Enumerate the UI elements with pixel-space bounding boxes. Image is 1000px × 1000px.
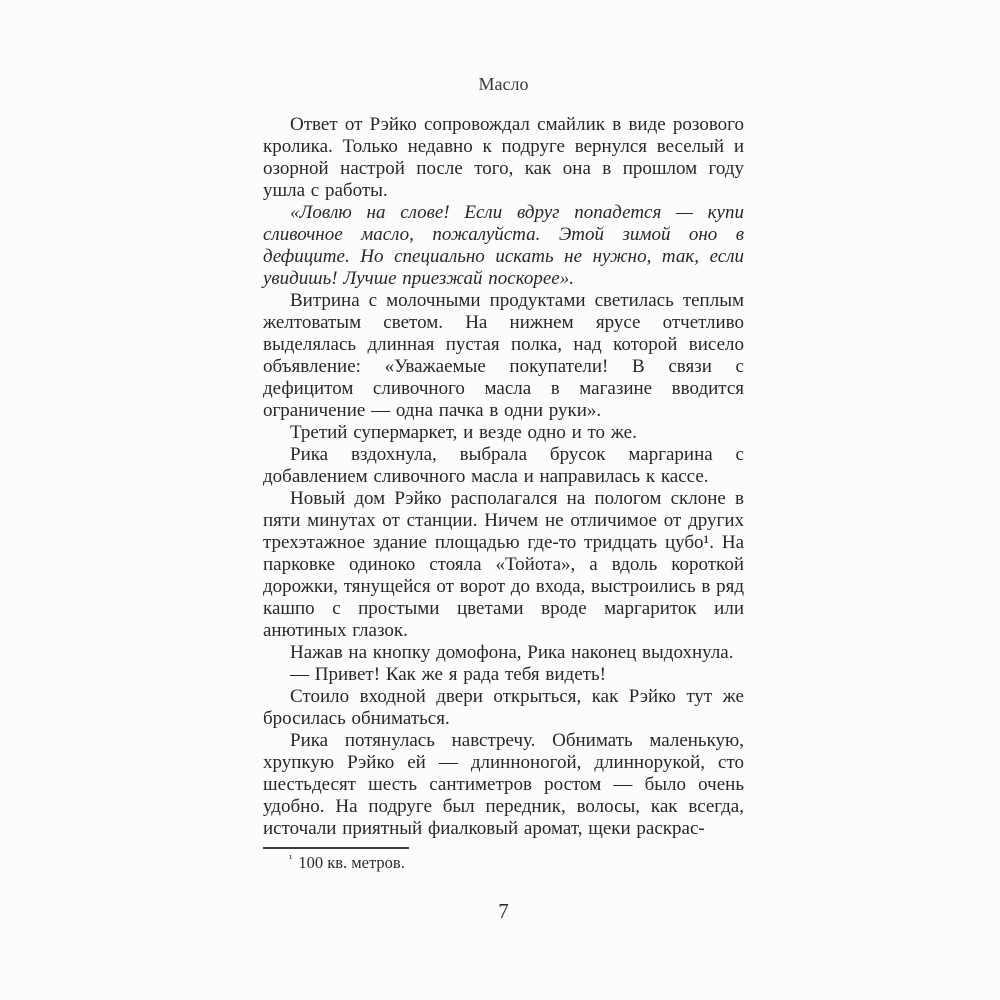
paragraph-quote: «Ловлю на слове! Если вдруг попадется — купи сливочное масло, пожалуйста. Этой зимой оно в дефиците. Но специально искать не нужно, так, если увидишь! Лучше приезжай поскорее». [263,202,744,289]
footnote-marker: ¹ [289,852,293,865]
running-title: Масло [478,74,529,94]
page-number: 7 [498,899,509,923]
body-text [263,114,744,840]
paragraph: Ответ от Рэйко сопровождал смайлик в виде розового кролика. Только недавно к подруге вернулся веселый и озорной настрой после того, как она в прошлом году ушла с работы. [263,114,744,201]
text-column [263,74,744,873]
paragraph: Стоило входной двери открыться, как Рэйко тут же бросилась обниматься. [263,686,744,729]
footnote-separator [263,847,409,849]
footnote-text: 100 кв. метров. [298,853,405,872]
paragraph: Витрина с молочными продуктами светилась теплым желтоватым светом. На нижнем ярусе отчетливо выделялась длинная пустая полка, над которой висело объявление: «Уважаемые покупатели! В связи с дефицитом сливочного масла в магазине вводится ограничение — одна пачка в одни руки». [263,290,744,421]
footnote-line [263,852,744,873]
paragraph: Нажав на кнопку домофона, Рика наконец выдохнула. [290,642,734,663]
paragraph: Третий супермаркет, и везде одно и то же. [290,422,637,443]
paragraph: Рика потянулась навстречу. Обнимать маленькую, хрупкую Рэйко ей — длинноногой, длиннорукой, сто шестьдесят шесть сантиметров ростом — было очень удобно. На подруге был передник, волосы, как всегда, источали приятный фиалковый аромат, щеки раскрас- [263,730,744,839]
paragraph: — Привет! Как же я рада тебя видеть! [290,664,606,685]
paragraph: Рика вздохнула, выбрала брусок маргарина с добавлением сливочного масла и направилась к кассе. [263,444,744,487]
footnote [263,847,744,873]
paragraph: Новый дом Рэйко располагался на пологом склоне в пяти минутах от станции. Ничем не отличимое от других трехэтажное здание площадью где-то тридцать цубо¹. На парковке одиноко стояла «Тойота», а вдоль короткой дорожки, тянущейся от ворот до входа, выстроились в ряд кашпо с простыми цветами вроде маргариток или анютиных глазок. [263,488,744,641]
